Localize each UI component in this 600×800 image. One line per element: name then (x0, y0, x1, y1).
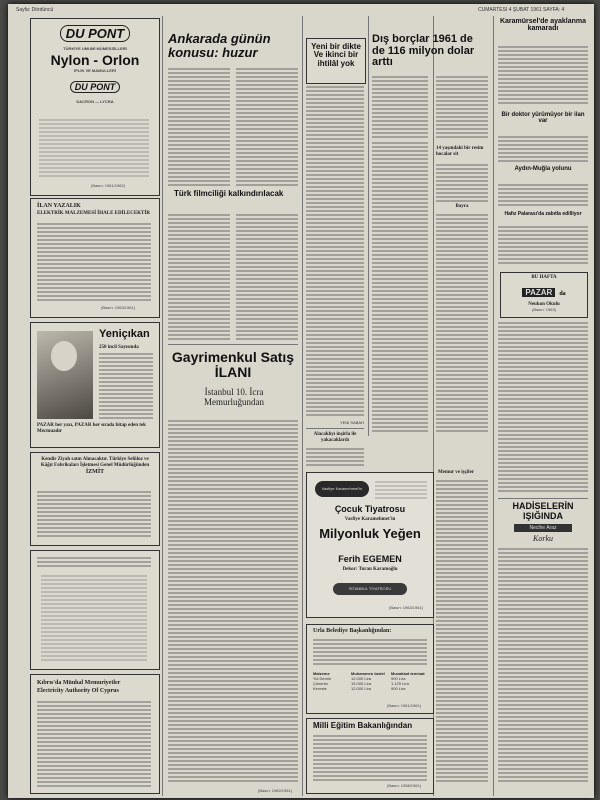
kagit-body-text (37, 491, 151, 539)
ankara-text-b (236, 68, 298, 186)
memur-headline: Memur ve işçiler (438, 470, 475, 475)
kibris-title: Kıbrıs'da Münhal Memuriyetler (37, 680, 121, 686)
tiyatro-cast: Ferih EGEMEN (338, 554, 402, 564)
doktor-text (498, 136, 588, 162)
tiyatro-footer: (Basın: 1963/1961) (389, 605, 424, 610)
urla-col-header: Muvakkat teminat (391, 671, 425, 676)
dupont-ad (30, 18, 160, 196)
hafiz-text (498, 226, 588, 266)
pazar-ad (500, 272, 588, 318)
tiyatro-by: Vasfiye Karamehmet'in (344, 517, 396, 522)
table-cell: 900 Lira (391, 676, 406, 681)
yenicikan-sub: 250 incil Sayısında (99, 345, 139, 350)
borc-text-c (372, 142, 428, 432)
ihale-title: İLAN YAZALIK (37, 203, 81, 209)
alacak-text (306, 448, 364, 468)
borc-text-d (436, 164, 488, 202)
kibris-ad (30, 674, 160, 794)
table-cell: 12.000 Lira (351, 686, 372, 691)
hadise-text (498, 548, 588, 784)
kagit-ad (30, 452, 160, 546)
aydin-text (498, 184, 588, 206)
borc-sub1: 14 yaşındaki bir resim hocalar sit (436, 146, 484, 157)
table-cell: 15.000 Lira (351, 681, 372, 686)
list-ad-header (37, 557, 151, 569)
dupont-title: Nylon - Orlon (50, 52, 140, 68)
dupont-body-text (39, 119, 149, 177)
memur-text (436, 480, 488, 784)
ilan-subtitle: İstanbul 10. İcra Memurluğundan (204, 387, 264, 407)
table-cell: 1.125 Lira (391, 681, 409, 686)
folio-right: CUMARTESI 4 ŞUBAT 1961 SAYFA: 4 (478, 7, 565, 13)
pazar-footer: (Basın: 1963) (531, 307, 556, 312)
tiyatro-info (375, 481, 427, 499)
ihale-footer: (Basın: 1963/1961) (101, 305, 136, 310)
dupont-line1: TÜRKİYE UMUMİ MÜMESSİLLERİ (63, 46, 127, 51)
yenicikan-ad (30, 322, 160, 448)
table-cell: Kereste (313, 686, 327, 691)
folio-left: Sayfa: Dördüncü (16, 7, 54, 13)
urla-footer: (Basın: 1961/1961) (387, 703, 422, 708)
pazar-in: da (559, 290, 566, 297)
kagit-city: İZMİT (85, 469, 105, 475)
film-text-a (168, 214, 230, 340)
yenicikan-list (99, 353, 153, 421)
milli-footer: (Basın: 1958/1961) (387, 783, 422, 788)
urla-body-text (313, 639, 427, 667)
yenicikan-bottom: PAZAR her yazı, PAZAR her sırada bitap eden tek Mecmuadır (37, 423, 146, 434)
borc-text-a (372, 76, 428, 138)
pazar-logo: PAZAR (522, 288, 555, 297)
kibris-body-text (37, 701, 151, 787)
aydin-headline: Aydın-Muğla yolunu (514, 166, 572, 172)
tiyatro-emblem: Vasfiye Karamehmet'in (315, 481, 369, 497)
karamursel-headline: Karamürsel'de ayaklanma kamaradı (499, 18, 587, 33)
kibris-sub: Electricity Authority Of Cyprus (37, 687, 119, 694)
table-cell: Yol Demiri (313, 676, 332, 681)
urla-title: Urla Belediye Başkanlığından: (313, 628, 392, 634)
dupont-logo-small: DU PONT (70, 81, 121, 93)
dupont-logo: DU PONT (60, 25, 131, 42)
table-cell: 900 Lira (391, 686, 406, 691)
dikte-headline: Yeni bir dikte Ve ikinci bir ihtilâl yok (311, 42, 361, 68)
column-rule (493, 16, 494, 796)
hadise-headline-1: HADİSELERİN (512, 501, 574, 511)
dikte-text (306, 86, 364, 416)
borc-headline: Dış borçlar 1961 de de 116 milyon dolar arttı (372, 33, 475, 69)
urla-table (313, 671, 427, 691)
urla-ad (306, 624, 434, 714)
alacak-headline: Alacaklıyı inşirla ile yakacaklardı (313, 432, 357, 443)
section-rule (306, 428, 364, 429)
column-rule (368, 16, 369, 436)
kagit-title: Kendir Ziyah satın Alınacaktır. Türkiye Selüloz ve Kâğıt Fabrikaları İşletmesi Genel Müdürlüğünden (40, 457, 150, 468)
ihale-ad (30, 198, 160, 318)
dupont-footer: (Basın: 1961/1962) (91, 183, 126, 188)
dupont-dacron: DACRON — LYCRA (76, 98, 114, 104)
ankara-text-a (168, 68, 230, 186)
column-rule (302, 16, 303, 796)
tiyatro-ad (306, 472, 434, 618)
list-ad (30, 550, 160, 670)
milli-egitim-ad (306, 718, 434, 794)
ankara-headline: Ankarada günün konusu: huzur (168, 31, 271, 60)
milli-body-text (313, 735, 427, 781)
ilan-title: Gayrimenkul Satış İLANI (171, 349, 295, 380)
woman-photo (37, 331, 93, 419)
hafiz-headline: Hafız Palarası'da zabıtla edilliyor (504, 211, 582, 217)
yenicikan-title: Yeniçıkan (99, 328, 150, 340)
bayra-headline: Bayra (455, 204, 469, 209)
ihale-body-text (37, 223, 151, 303)
korku-headline: Korku (533, 534, 553, 543)
col6-long-text (498, 322, 588, 494)
hadise-headline-2: IŞIĞINDA (522, 511, 563, 521)
ihale-subtitle: ELEKTRİK MALZEMESİ İHALE EDİLECEKTİR (37, 210, 150, 216)
table-row (313, 686, 427, 691)
newspaper-page (8, 4, 594, 798)
tiyatro-button: İSTANBUL TİYATROSU (333, 583, 407, 595)
list-ad-items (41, 575, 147, 663)
dikte-signature: YENİ SABAH (339, 420, 364, 425)
tiyatro-director: Dekor: Turan Karamoğlu (342, 567, 398, 572)
ilan-footer: (Basın: 1962/1961) (258, 788, 293, 793)
dikte-box (306, 38, 366, 84)
urla-col-header: Malzeme (313, 671, 330, 676)
section-rule (498, 498, 588, 499)
table-cell: 12.000 Lira (351, 676, 372, 681)
section-rule (168, 344, 298, 345)
hadise-author: Necihe Araz (514, 524, 572, 532)
pazar-bottom: Neukon Okulu (528, 301, 560, 307)
karamursel-text (498, 46, 588, 106)
doktor-headline: Bir doktor yürümüyor bir ilan var (501, 112, 585, 125)
film-text-b (236, 214, 298, 340)
tiyatro-title: Çocuk Tiyatrosu (334, 504, 406, 514)
ilan-body-text (168, 420, 298, 784)
tiyatro-play: Milyonluk Yeğen (319, 526, 421, 541)
film-headline: Türk filmciliği kalkındırılacak (174, 189, 284, 198)
dupont-line2: İPLİK VE MAMULLERİ (74, 67, 116, 73)
urla-col-header: Muhammen bedel (351, 671, 385, 676)
milli-title: Milli Eğitim Bakanlığından (313, 721, 413, 730)
bayra-text (436, 214, 488, 432)
pazar-top: BU HAFTA (531, 275, 557, 280)
table-cell: Çimento (313, 681, 328, 686)
borc-text-b (436, 76, 488, 138)
column-rule (162, 16, 163, 796)
